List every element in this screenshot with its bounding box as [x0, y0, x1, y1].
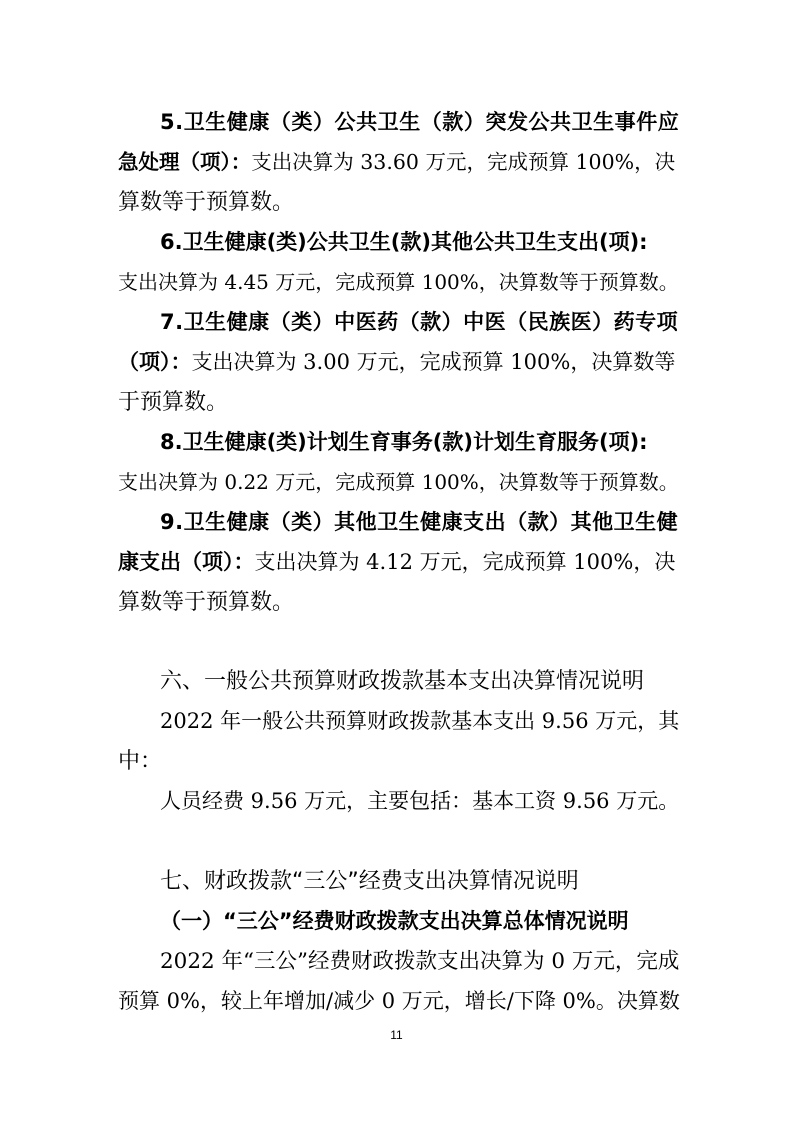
section7-para1-line1: 2022 年“三公”经费财政拨款支出决算为 0 万元，完成	[160, 949, 680, 974]
section7-para1-line2: 预算 0%，较上年增加/减少 0 万元，增长/下降 0%。决算数	[118, 989, 680, 1013]
section6-para2: 人员经费 9.56 万元，主要包括：基本工资 9.56 万元。	[160, 789, 680, 813]
section7-heading: 七、财政拨款“三公”经费支出决算情况说明	[160, 869, 579, 894]
item7-text-line2: 支出决算为 3.00 万元，完成预算 100%，决算数等	[191, 350, 676, 374]
item9-title-line2: 康支出（项）：	[118, 550, 255, 574]
item9-text-line3: 算数等于预算数。	[118, 590, 295, 615]
item8-text: 支出决算为 0.22 万元，完成预算 100%，决算数等于预算数。	[118, 470, 679, 494]
section6-para1-line1: 2022 年一般公共预算财政拨款基本支出 9.56 万元，其	[160, 709, 680, 733]
item5-title-line2: 急处理（项）：	[118, 150, 252, 174]
item9-text-line2: 支出决算为 4.12 万元，完成预算 100%，决	[254, 550, 676, 574]
item5-text-line3: 算数等于预算数。	[118, 190, 295, 215]
section6-para1-line2: 中：	[118, 749, 163, 774]
section7-subheading: （一）“三公”经费财政拨款支出决算总体情况说明	[160, 909, 629, 933]
item5-text-line2: 支出决算为 33.60 万元，完成预算 100%，决	[251, 150, 676, 174]
item7-text-line3: 于预算数。	[118, 390, 229, 415]
item8-title: 8.卫生健康(类)计划生育事务(款)计划生育服务(项):	[160, 430, 648, 454]
item7-line2	[118, 352, 675, 373]
item9-title-line1: 9.卫生健康（类）其他卫生健康支出（款）其他卫生健	[160, 510, 679, 534]
page-number: 11	[390, 1028, 403, 1042]
item7-title-line2: （项）：	[118, 350, 192, 374]
section6-heading: 六、一般公共预算财政拨款基本支出决算情况说明	[160, 669, 645, 694]
item9-line2	[118, 552, 675, 573]
item5-title-line1: 5.卫生健康（类）公共卫生（款）突发公共卫生事件应	[160, 110, 680, 134]
item5-line2	[118, 152, 675, 173]
item6-title: 6.卫生健康(类)公共卫生(款)其他公共卫生支出(项):	[160, 230, 648, 254]
item6-text: 支出决算为 4.45 万元，完成预算 100%，决算数等于预算数。	[118, 270, 679, 294]
item7-title-line1: 7.卫生健康（类）中医药（款）中医（民族医）药专项	[160, 310, 679, 334]
